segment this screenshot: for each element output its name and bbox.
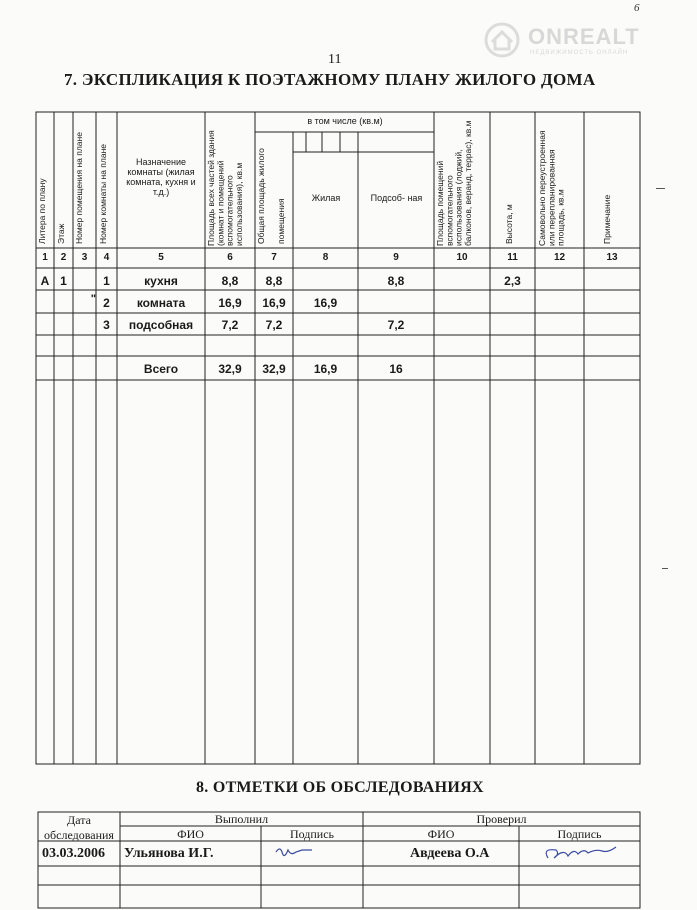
header-sign-checker: Подпись (557, 827, 602, 841)
section8-title: 8. ОТМЕТКИ ОБ ОБСЛЕДОВАНИЯХ (196, 779, 484, 796)
survey-checker: Авдеева О.А (410, 846, 490, 861)
header-date: Дата обследования (44, 813, 114, 842)
row3-no: 3 (103, 318, 110, 332)
header-fio-performer: ФИО (177, 827, 204, 841)
col-number: 10 (456, 252, 468, 263)
survey-performer: Ульянова И.Г. (124, 846, 214, 861)
row3-name: подсобная (128, 318, 194, 332)
row3-aux: 7,2 (387, 318, 405, 332)
survey-date: 03.03.2006 (42, 846, 105, 861)
row2-no: 2 (103, 296, 110, 310)
header-purpose: Назначение комнаты (жилая комната, кухня и т.д.) (126, 157, 196, 197)
row1-no: 1 (103, 274, 110, 288)
col-number: 6 (227, 252, 233, 263)
col-number: 12 (553, 252, 566, 263)
header-height: Высота, м (504, 204, 514, 244)
col-number: 8 (322, 252, 329, 263)
header-note: Примечание (602, 194, 612, 244)
header-liter: Литера по плану (37, 178, 47, 244)
row2-living: 16,9 (313, 296, 338, 310)
row3-total: 7,2 (221, 318, 239, 332)
header-sign-performer: Подпись (289, 827, 335, 841)
row1-height: 2,3 (504, 274, 521, 288)
row3-general: 7,2 (265, 318, 283, 332)
section7-title: 7. ЭКСПЛИКАЦИЯ К ПОЭТАЖНОМУ ПЛАНУ ЖИЛОГО ДОМА (64, 70, 596, 89)
header-premises-text: помещения (276, 198, 286, 244)
header-fio-checker: ФИО (427, 827, 455, 841)
header-floor: Этаж (56, 223, 66, 244)
col-number: 7 (271, 252, 277, 263)
col-number: 4 (103, 252, 110, 263)
header-living: Жилая (311, 193, 341, 203)
row1-name: кухня (144, 274, 178, 288)
header-total-all: Площадь всех частей здания (комнат и помещений вспомогательного использования), кв.м (206, 130, 245, 246)
total-general: 32,9 (262, 362, 286, 376)
header-incl: в том числе (кв.м) (307, 116, 383, 126)
col-number: 1 (42, 252, 48, 263)
header-total-living: Общая площадь жилого (256, 148, 266, 244)
row1-aux: 8,8 (387, 274, 405, 288)
corner-mark: 6 (634, 2, 640, 14)
row1-general: 8,8 (265, 274, 283, 288)
header-aux-area: Площадь помещений вспомогательного использования (лоджий, балконов, веранд, террас), кв.м (435, 120, 474, 246)
col-number: 11 (507, 252, 518, 263)
header-room-no: Номер помещения на плане (74, 132, 84, 244)
row1-liter: А (40, 274, 50, 288)
watermark-tagline: НЕДВИЖИМОСТЬ ОНЛАЙН (530, 50, 629, 56)
page-number: 11 (328, 52, 342, 67)
row2-name: комната (136, 296, 186, 310)
signature-checker-icon (546, 847, 616, 858)
header-performed: Выполнил (214, 812, 269, 826)
header-chamber-no: Номер комнаты на плане (98, 143, 108, 244)
col-number: 3 (81, 252, 88, 263)
header-self-built: Самовольно переустроенная или перепланированная площадь, кв.м (537, 130, 566, 246)
total-aux: 16 (389, 362, 403, 376)
header-aux: Подсоб- ная (370, 193, 423, 203)
col-number: 13 (606, 252, 618, 263)
header-checked: Проверил (476, 812, 527, 826)
row1-floor: 1 (60, 274, 67, 288)
col-number: 9 (393, 252, 399, 263)
watermark-brand: ONREALT (528, 24, 640, 49)
total-label: Всего (143, 362, 179, 376)
col-number: 5 (158, 252, 164, 263)
signature-performer-icon (276, 849, 312, 856)
row1-total: 8,8 (221, 274, 239, 288)
row2-general: 16,9 (262, 296, 286, 310)
row2-room: " (90, 293, 96, 305)
row2-total: 16,9 (218, 296, 242, 310)
total-living: 16,9 (313, 362, 338, 376)
total-all: 32,9 (218, 362, 242, 376)
col-number: 2 (60, 252, 67, 263)
